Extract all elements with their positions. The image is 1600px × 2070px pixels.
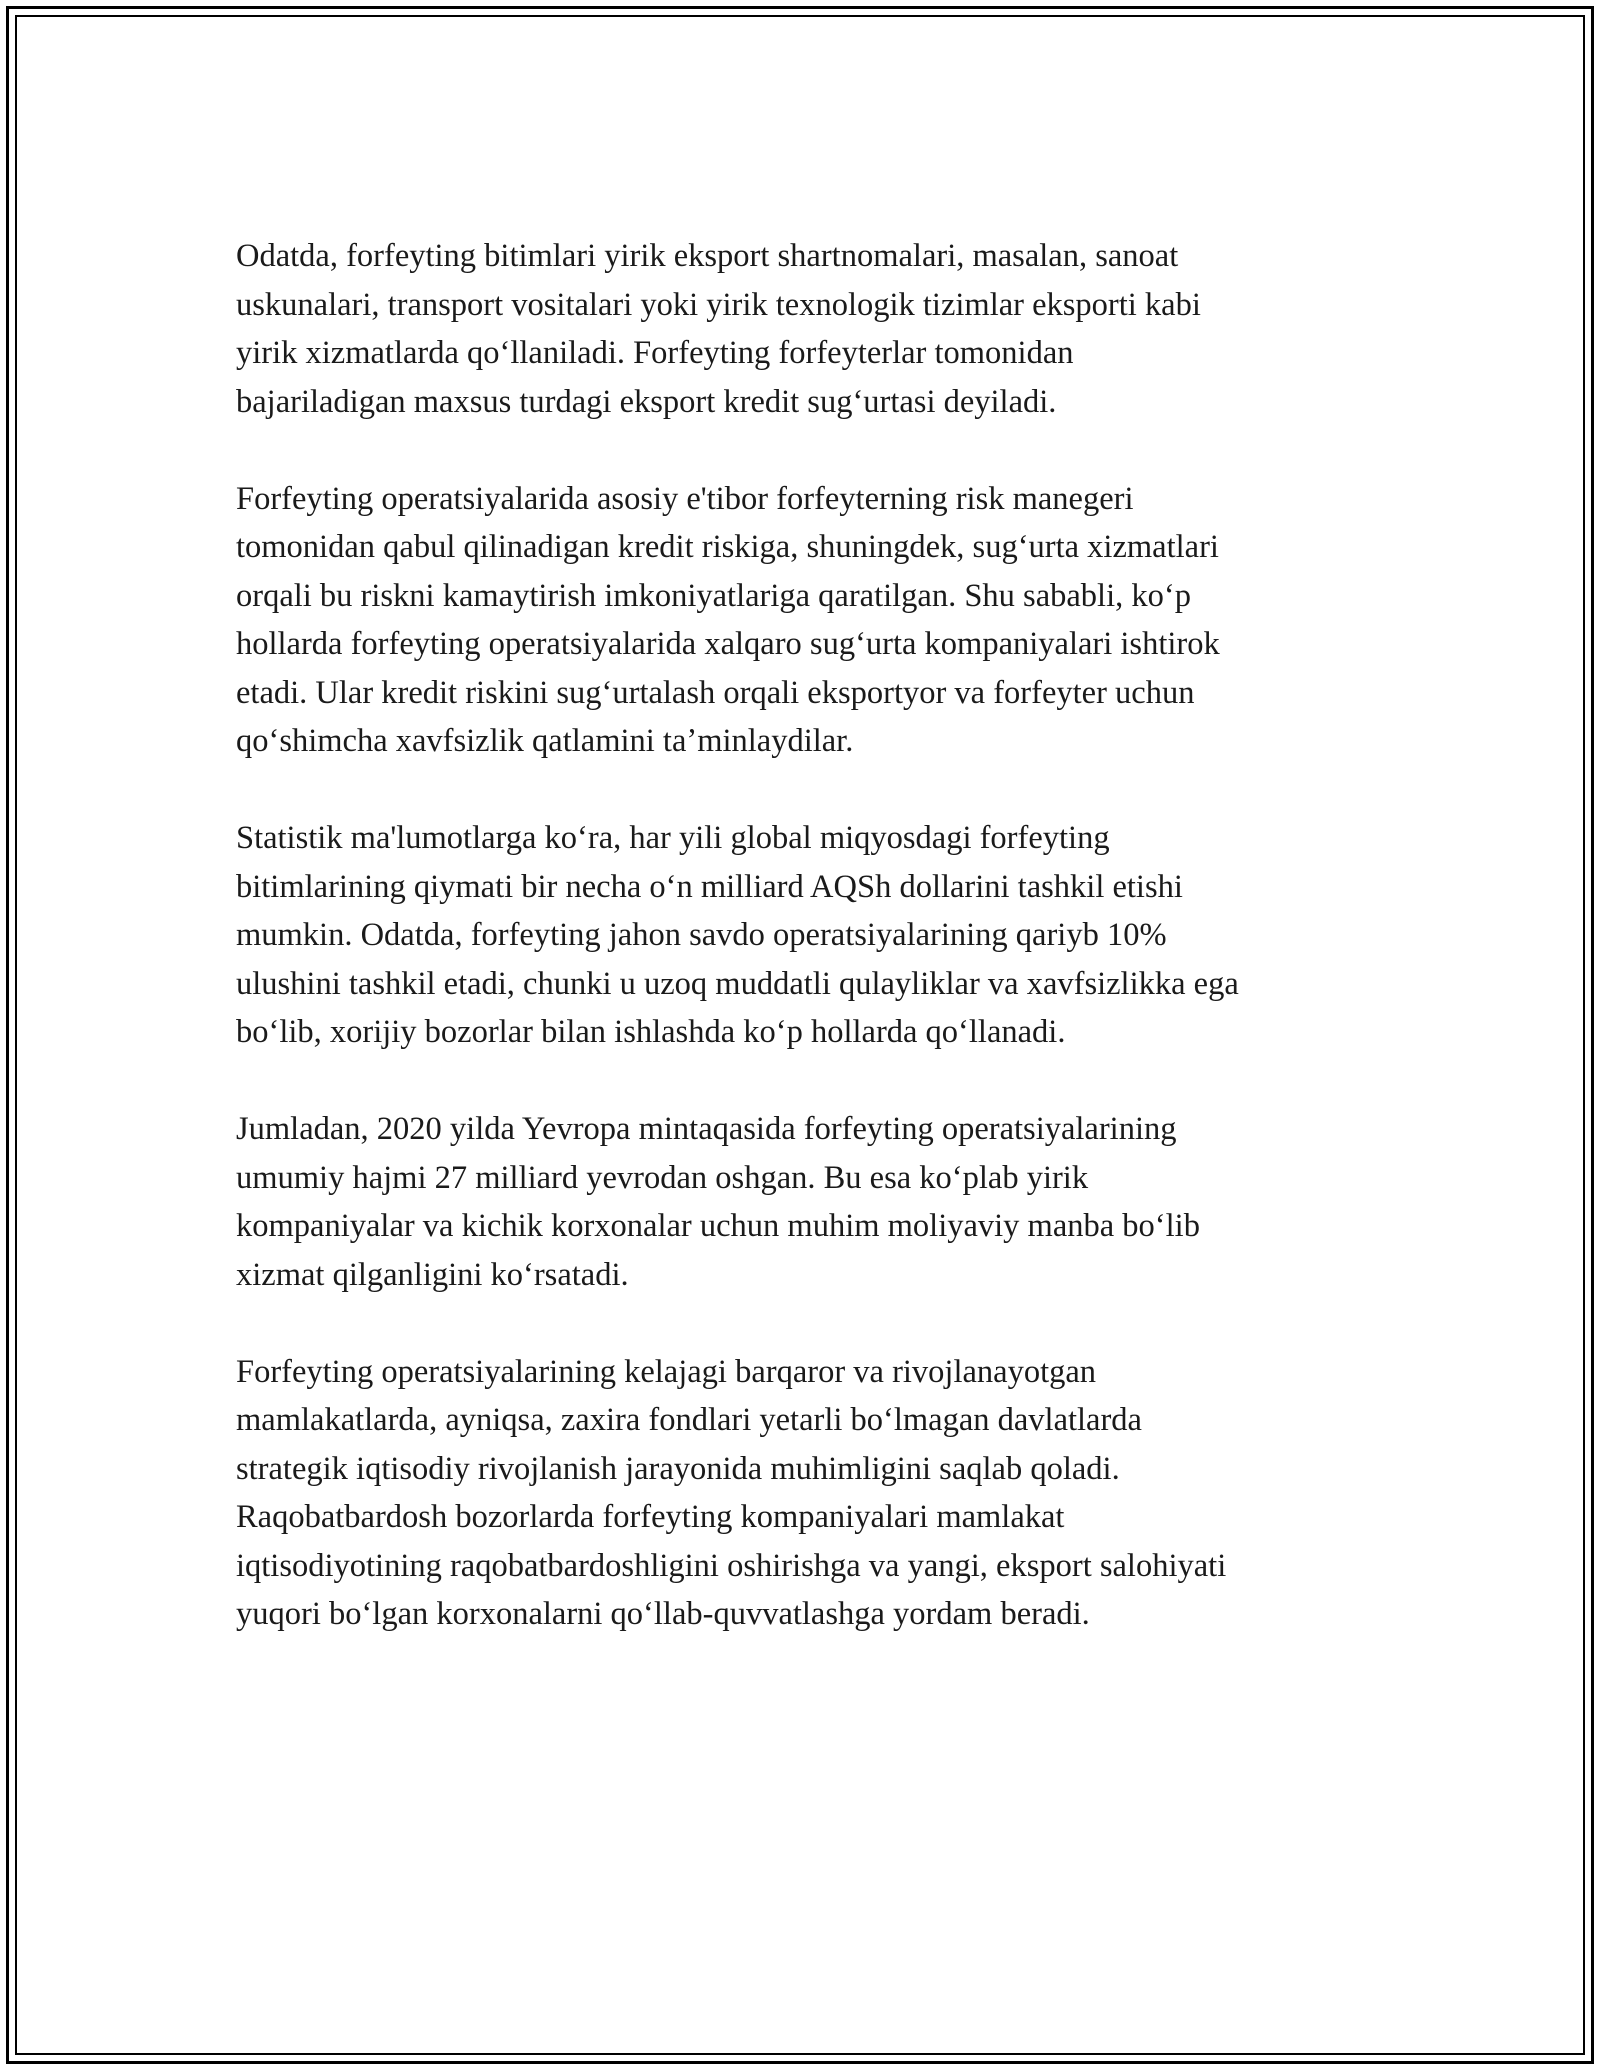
text-line: bajariladigan maxsus turdagi eksport kredit sugʻurtasi deyiladi.: [236, 383, 1057, 420]
text-line: boʻlib, xorijiy bozorlar bilan ishlashda koʻp hollarda qoʻllanadi.: [236, 1014, 1066, 1050]
text-line: umumiy hajmi 27 milliard yevrodan oshgan. Bu esa koʻplab yirik: [236, 1159, 1089, 1196]
text-line: strategik iqtisodiy rivojlanish jarayonida muhimligini saqlab qoladi.: [236, 1450, 1120, 1487]
paragraph: [236, 1105, 1376, 1299]
paragraph: [236, 1348, 1376, 1639]
text-line: Forfeyting operatsiyalarida asosiy e'tibor forfeyterning risk manegeri: [236, 480, 1134, 517]
text-line: etadi. Ular kredit riskini sugʻurtalash orqali eksportyor va forfeyter uchun: [236, 674, 1195, 711]
text-line: orqali bu riskni kamaytirish imkoniyatlariga qaratilgan. Shu sababli, koʻp: [236, 577, 1191, 614]
text-line: Forfeyting operatsiyalarining kelajagi barqaror va rivojlanayotgan: [236, 1353, 1097, 1390]
text-line: bitimlarining qiymati bir necha oʻn milliard AQSh dollarini tashkil etishi: [236, 868, 1183, 905]
text-line: tomonidan qabul qilinadigan kredit riskiga, shuningdek, sugʻurta xizmatlari: [236, 529, 1219, 565]
text-line: Odatda, forfeyting bitimlari yirik eksport shartnomalari, masalan, sanoat: [236, 238, 1179, 274]
text-line: hollarda forfeyting operatsiyalarida xalqaro sugʻurta kompaniyalari ishtirok: [236, 626, 1220, 662]
text-line: Raqobatbardosh bozorlarda forfeyting kompaniyalari mamlakat: [236, 1499, 1065, 1535]
text-line: qoʻshimcha xavfsizlik qatlamini taʼminlaydilar.: [236, 723, 854, 759]
text-line: iqtisodiyotining raqobatbardoshligini oshirishga va yangi, eksport salohiyati: [236, 1547, 1227, 1584]
paragraph: [236, 475, 1376, 766]
text-line: mamlakatlarda, ayniqsa, zaxira fondlari yetarli boʻlmagan davlatlarda: [236, 1402, 1142, 1438]
text-line: xizmat qilganligini koʻrsatadi.: [236, 1256, 629, 1293]
text-line: ulushini tashkil etadi, chunki u uzoq muddatli qulayliklar va xavfsizlikka ega: [236, 965, 1239, 1002]
text-line: Jumladan, 2020 yilda Yevropa mintaqasida forfeyting operatsiyalarining: [236, 1111, 1177, 1147]
text-line: yuqori boʻlgan korxonalarni qoʻllab-quvvatlashga yordam beradi.: [236, 1596, 1090, 1632]
text-line: mumkin. Odatda, forfeyting jahon savdo operatsiyalarining qariyb 10%: [236, 917, 1167, 953]
paragraph: [236, 232, 1376, 426]
text-line: kompaniyalar va kichik korxonalar uchun muhim moliyaviy manba boʻlib: [236, 1208, 1200, 1244]
text-line: Statistik ma'lumotlarga koʻra, har yili global miqyosdagi forfeyting: [236, 820, 1110, 856]
document-body: [236, 232, 1376, 1687]
text-line: uskunalari, transport vositalari yoki yirik texnologik tizimlar eksporti kabi: [236, 286, 1201, 323]
text-line: yirik xizmatlarda qoʻllaniladi. Forfeyting forfeyterlar tomonidan: [236, 335, 1074, 371]
paragraph: [236, 814, 1376, 1057]
